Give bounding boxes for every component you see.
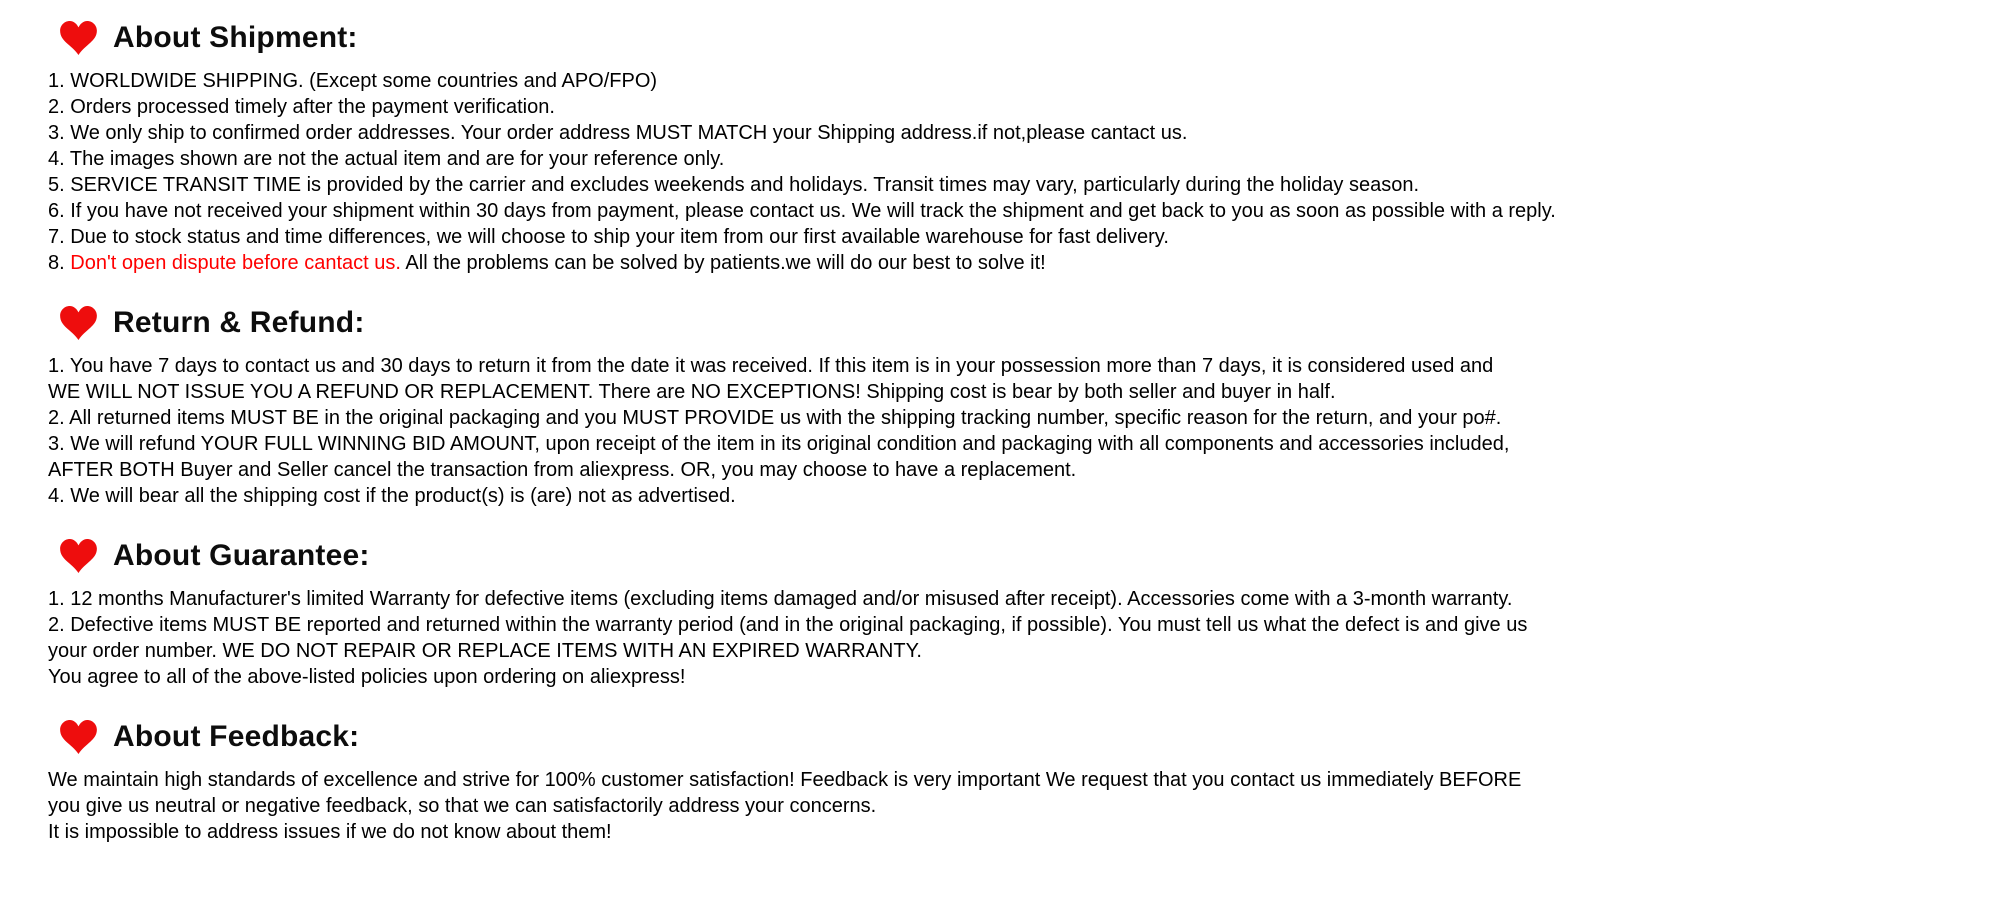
policy-line (48, 483, 1960, 509)
policy-text: AFTER BOTH Buyer and Seller cancel the transaction from aliexpress. OR, you may choose to have a replacement. (48, 459, 1077, 481)
policy-text: 2. Defective items MUST BE reported and returned within the warranty period (and in the original packaging, if possible). You must tell us what the defect is and give us (48, 614, 1528, 636)
policy-text: 6. If you have not received your shipment within 30 days from payment, please contact us. We will track the shipment and get back to you as soon as possible with a reply. (48, 200, 1556, 222)
section-heading-about-guarantee (60, 536, 1960, 576)
policy-text: 2. Orders processed timely after the payment verification. (48, 96, 555, 118)
section-about-shipment (48, 18, 1960, 276)
section-title: About Feedback: (113, 720, 360, 753)
policy-text: your order number. WE DO NOT REPAIR OR REPLACE ITEMS WITH AN EXPIRED WARRANTY. (48, 640, 922, 662)
policy-text: 8. (48, 252, 71, 274)
heart-icon (60, 306, 97, 340)
policy-text: 7. Due to stock status and time differences, we will choose to ship your item from our first available warehouse for fast delivery. (48, 226, 1169, 248)
section-title: Return & Refund: (113, 306, 365, 339)
policy-text: You agree to all of the above-listed policies upon ordering on aliexpress! (48, 666, 686, 688)
policy-text: All the problems can be solved by patients.we will do our best to solve it! (400, 252, 1046, 274)
policy-line (48, 94, 1960, 120)
policy-line (48, 120, 1960, 146)
policy-line (48, 68, 1960, 94)
policy-line (48, 353, 1960, 379)
policy-text: 2. All returned items MUST BE in the original packaging and you MUST PROVIDE us with the shipping tracking number, specific reason for the return, and your po#. (48, 407, 1502, 429)
policy-line (48, 612, 1960, 638)
policy-text: 3. We will refund YOUR FULL WINNING BID AMOUNT, upon receipt of the item in its original condition and packaging with all components and accessories included, (48, 433, 1510, 455)
policy-line (48, 250, 1960, 276)
policy-line (48, 198, 1960, 224)
section-title: About Shipment: (113, 21, 358, 54)
section-about-feedback (48, 717, 1960, 845)
policy-line (48, 405, 1960, 431)
policy-line (48, 664, 1960, 690)
policy-line (48, 431, 1960, 457)
policy-line (48, 224, 1960, 250)
policy-line (48, 638, 1960, 664)
policy-text: 4. We will bear all the shipping cost if the product(s) is (are) not as advertised. (48, 485, 736, 507)
policy-text: 1. WORLDWIDE SHIPPING. (Except some countries and APO/FPO) (48, 70, 658, 92)
alert-text: Don't open dispute before cantact us. (70, 252, 401, 274)
policy-text: We maintain high standards of excellence and strive for 100% customer satisfaction! Feedback is very important We request that you contact us immediately BEFORE (48, 769, 1522, 791)
section-about-guarantee (48, 536, 1960, 690)
section-return-refund (48, 303, 1960, 509)
policy-text: It is impossible to address issues if we do not know about them! (48, 821, 612, 843)
policy-line (48, 767, 1960, 793)
policy-line (48, 457, 1960, 483)
policy-line (48, 586, 1960, 612)
policy-text: you give us neutral or negative feedback, so that we can satisfactorily address your concerns. (48, 795, 877, 817)
section-heading-return-refund (60, 303, 1960, 343)
policy-line (48, 379, 1960, 405)
section-heading-about-shipment (60, 18, 1960, 58)
policy-text: 5. SERVICE TRANSIT TIME is provided by the carrier and excludes weekends and holidays. Transit times may vary, particularly during the holiday season. (48, 174, 1420, 196)
section-heading-about-feedback (60, 717, 1960, 757)
policy-line (48, 793, 1960, 819)
policy-line (48, 146, 1960, 172)
policy-text: 4. The images shown are not the actual item and are for your reference only. (48, 148, 725, 170)
policy-text: 1. 12 months Manufacturer's limited Warranty for defective items (excluding items damaged and/or misused after receipt). Accessories come with a 3-month warranty. (48, 588, 1513, 610)
policy-text: 1. You have 7 days to contact us and 30 days to return it from the date it was received. If this item is in your possession more than 7 days, it is considered used and (48, 355, 1494, 377)
heart-icon (60, 539, 97, 573)
policy-line (48, 819, 1960, 845)
policy-text: WE WILL NOT ISSUE YOU A REFUND OR REPLACEMENT. There are NO EXCEPTIONS! Shipping cost is bear by both seller and buyer in half. (48, 381, 1336, 403)
heart-icon (60, 21, 97, 55)
policy-text: 3. We only ship to confirmed order addresses. Your order address MUST MATCH your Shipping address.if not,please cantact us. (48, 122, 1188, 144)
policy-line (48, 172, 1960, 198)
heart-icon (60, 720, 97, 754)
section-title: About Guarantee: (113, 539, 370, 572)
